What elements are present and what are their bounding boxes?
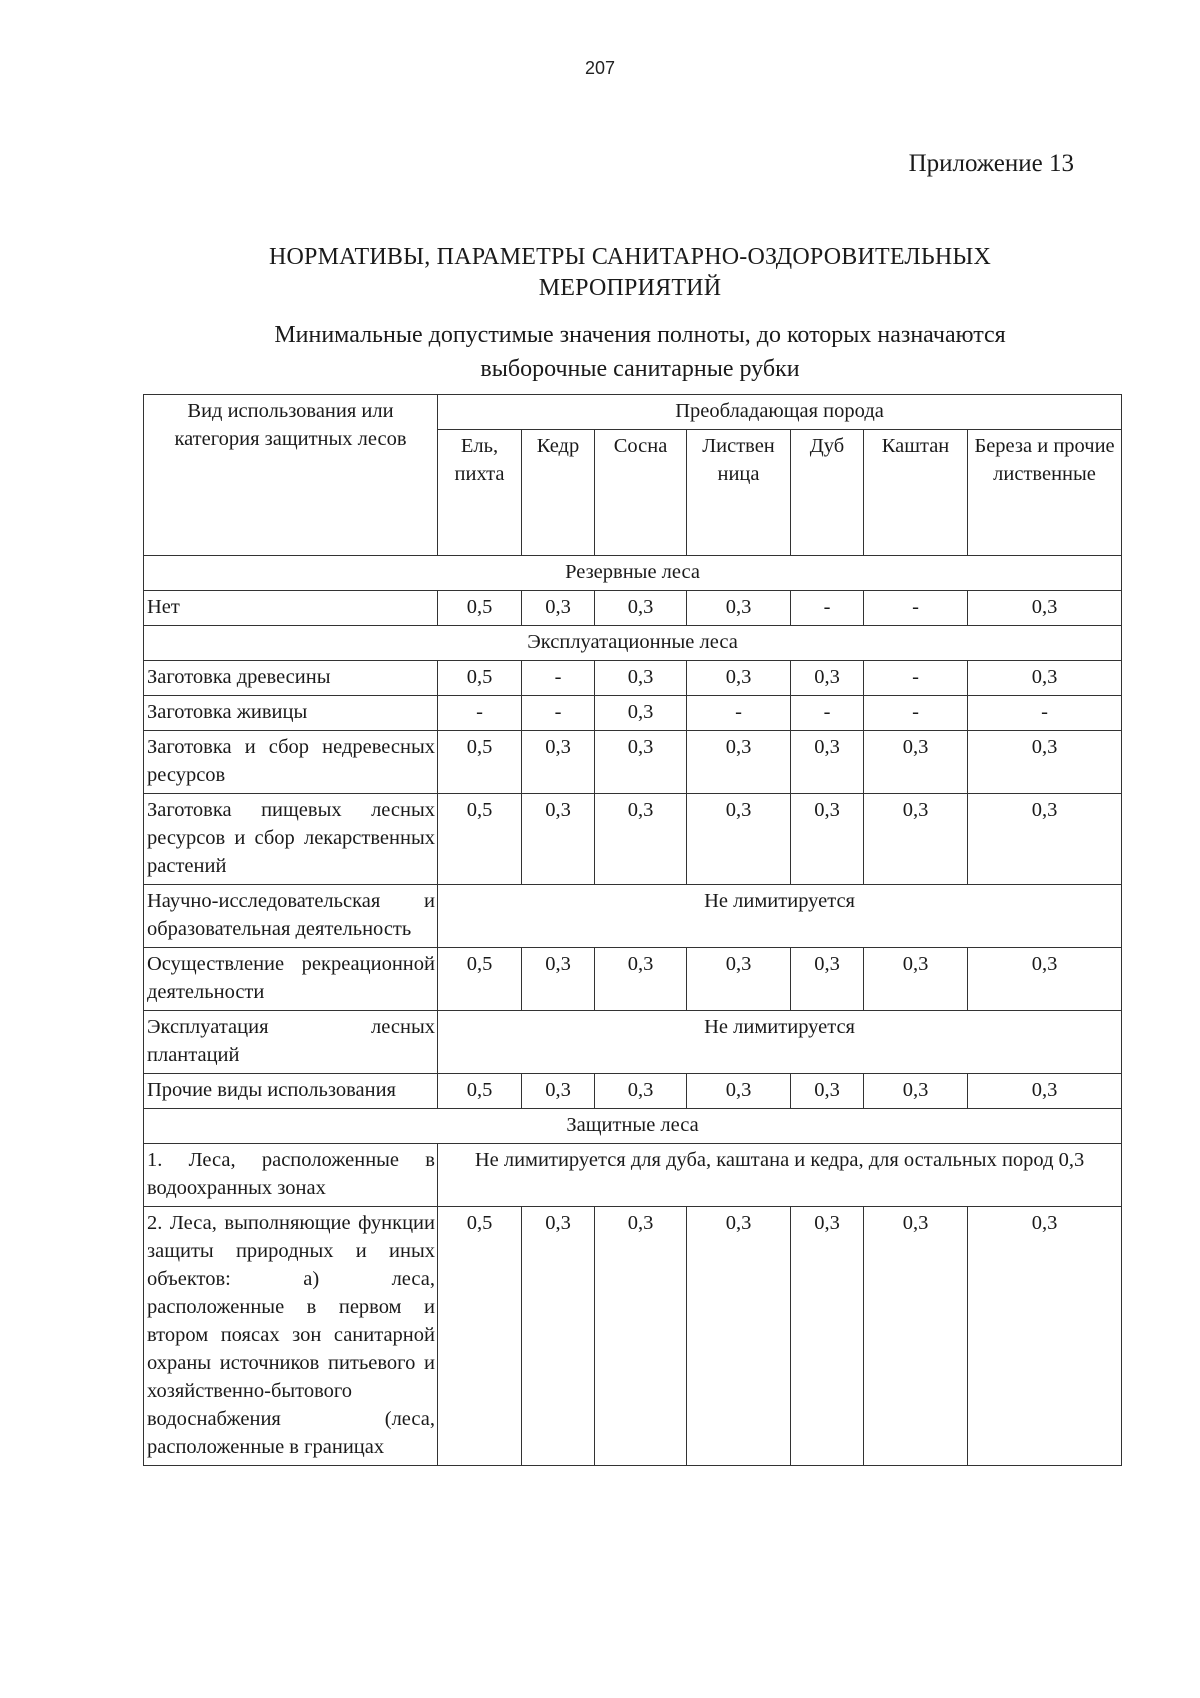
row-label: 1. Леса, расположенные в водоохранных зонах (144, 1144, 438, 1207)
table-cell: - (438, 696, 522, 731)
section-title: Резервные леса (144, 556, 1122, 591)
table-cell: 0,3 (968, 948, 1122, 1011)
table-cell: - (864, 696, 968, 731)
row-label: Прочие виды использования (144, 1074, 438, 1109)
table-cell: 0,3 (791, 661, 864, 696)
species-header: Ель, пихта (438, 430, 522, 556)
table-cell: 0,3 (595, 696, 687, 731)
table-cell: 0,3 (687, 1207, 791, 1466)
table-cell: 0,3 (791, 1207, 864, 1466)
table-cell: - (864, 661, 968, 696)
table-cell: 0,3 (968, 794, 1122, 885)
row-label: Заготовка пищевых лесных ресурсов и сбор лекарственных растений (144, 794, 438, 885)
table-cell: 0,3 (791, 1074, 864, 1109)
table-cell: 0,3 (522, 731, 595, 794)
table-cell: 0,3 (595, 731, 687, 794)
species-header: Кедр (522, 430, 595, 556)
table-cell: 0,3 (522, 1207, 595, 1466)
table-cell: 0,5 (438, 1074, 522, 1109)
row-label: Заготовка и сбор недревесных ресурсов (144, 731, 438, 794)
table-cell: 0,3 (687, 591, 791, 626)
table-cell: - (522, 661, 595, 696)
table-cell: 0,3 (595, 591, 687, 626)
table-cell: 0,5 (438, 948, 522, 1011)
table-cell: 0,3 (687, 1074, 791, 1109)
caption-line: Минимальные допустимые значения полноты, до которых назначаются (274, 322, 1006, 348)
table-row (144, 1144, 1122, 1207)
table-cell: - (522, 696, 595, 731)
table-cell: 0,3 (595, 661, 687, 696)
species-header: Дуб (791, 430, 864, 556)
table-cell: 0,3 (687, 731, 791, 794)
table-cell: 0,3 (687, 948, 791, 1011)
table-cell: 0,3 (687, 794, 791, 885)
table-row (144, 948, 1122, 1011)
table-cell: 0,3 (522, 948, 595, 1011)
table-cell: 0,3 (968, 731, 1122, 794)
table-cell: - (968, 696, 1122, 731)
document-title (200, 242, 1060, 304)
section-row (144, 626, 1122, 661)
table-cell: 0,3 (595, 1207, 687, 1466)
caption-line: выборочные санитарные рубки (480, 356, 800, 382)
table-cell: 0,5 (438, 794, 522, 885)
table-cell: 0,3 (522, 1074, 595, 1109)
table-cell: 0,3 (864, 1207, 968, 1466)
merged-cell: Не лимитируется (438, 1011, 1122, 1074)
table-cell: 0,3 (968, 591, 1122, 626)
merged-cell: Не лимитируется (438, 885, 1122, 948)
table-cell: 0,3 (522, 794, 595, 885)
table-cell: 0,3 (687, 661, 791, 696)
table-row (144, 1207, 1122, 1466)
merged-cell: Не лимитируется для дуба, каштана и кедра, для остальных пород 0,3 (438, 1144, 1122, 1207)
table-row (144, 1011, 1122, 1074)
table-cell: - (864, 591, 968, 626)
table-row (144, 794, 1122, 885)
table-cell: 0,5 (438, 1207, 522, 1466)
table-row (144, 661, 1122, 696)
section-row (144, 556, 1122, 591)
table-caption (190, 318, 1090, 386)
table-cell: 0,3 (791, 948, 864, 1011)
table-cell: 0,3 (791, 794, 864, 885)
species-header: Листвен ница (687, 430, 791, 556)
table-cell: - (687, 696, 791, 731)
table-cell: 0,3 (595, 948, 687, 1011)
row-label: 2. Леса, выполняющие функции защиты природных и иных объектов: а) леса, расположенные в первом и втором поясах зон санитарной охраны источников питьевого и хозяйственно-бытового водоснабжения (леса, расположенные в границах (144, 1207, 438, 1466)
section-row (144, 1109, 1122, 1144)
title-line: НОРМАТИВЫ, ПАРАМЕТРЫ САНИТАРНО-ОЗДОРОВИТЕЛЬНЫХ (268, 244, 992, 270)
table-cell: 0,3 (864, 948, 968, 1011)
table-cell: 0,5 (438, 731, 522, 794)
row-label: Заготовка древесины (144, 661, 438, 696)
table-cell: 0,3 (864, 1074, 968, 1109)
table-cell: - (791, 591, 864, 626)
table-row (144, 1074, 1122, 1109)
row-label: Научно-исследовательская и образовательная деятельность (144, 885, 438, 948)
table-cell: 0,3 (864, 731, 968, 794)
table-cell: - (791, 696, 864, 731)
title-line: МЕРОПРИЯТИЙ (538, 275, 722, 301)
table-cell: 0,3 (864, 794, 968, 885)
row-label: Осуществление рекреационной деятельности (144, 948, 438, 1011)
table-cell: 0,5 (438, 591, 522, 626)
header-usage-type: Вид использования или категория защитных лесов (144, 395, 438, 556)
table-cell: 0,3 (595, 1074, 687, 1109)
header-species-group: Преобладающая порода (438, 395, 1122, 430)
appendix-label: Приложение 13 (908, 150, 1074, 177)
table-row (144, 696, 1122, 731)
table-cell: 0,3 (968, 661, 1122, 696)
table-row (144, 591, 1122, 626)
table-cell: 0,3 (968, 1074, 1122, 1109)
table-row (144, 885, 1122, 948)
table-cell: 0,3 (791, 731, 864, 794)
species-header: Сосна (595, 430, 687, 556)
norms-table (143, 394, 1122, 1466)
table-cell: 0,3 (522, 591, 595, 626)
table-cell: 0,5 (438, 661, 522, 696)
species-header: Каштан (864, 430, 968, 556)
table-row (144, 731, 1122, 794)
table-cell: 0,3 (595, 794, 687, 885)
species-header: Береза и прочие лиственные (968, 430, 1122, 556)
header-row (144, 395, 1122, 430)
section-title: Эксплуатационные леса (144, 626, 1122, 661)
row-label: Нет (144, 591, 438, 626)
section-title: Защитные леса (144, 1109, 1122, 1144)
page-number: 207 (584, 58, 616, 78)
row-label: Эксплуатация лесных плантаций (144, 1011, 438, 1074)
row-label: Заготовка живицы (144, 696, 438, 731)
table-cell: 0,3 (968, 1207, 1122, 1466)
